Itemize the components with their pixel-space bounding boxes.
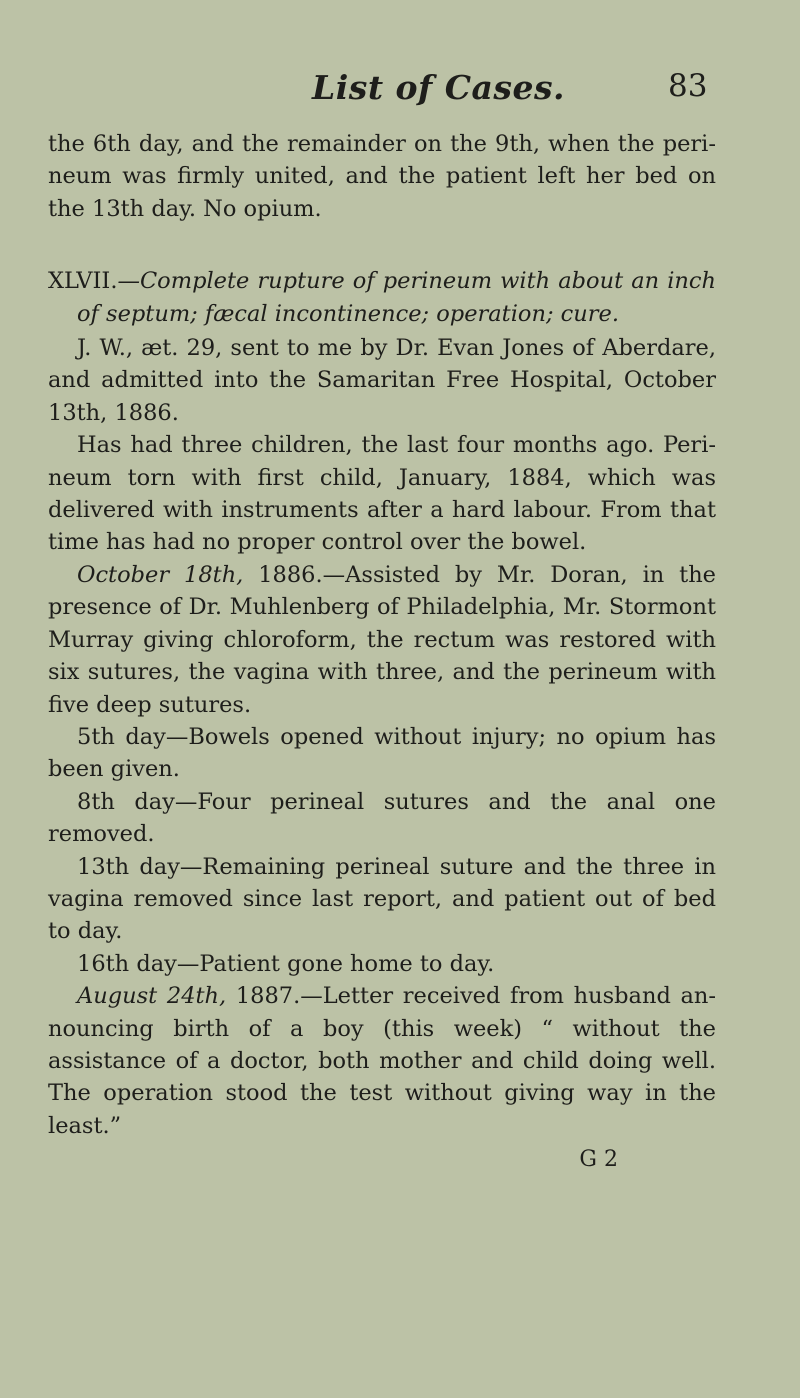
followup-date-day: 24th, (166, 983, 227, 1010)
page-header (0, 68, 800, 118)
case-intro: J. W., æt. 29, sent to me by Dr. Evan Jones of Aberdare, and admitted into the Samaritan Free Hospital, October 13th, 1886. (48, 335, 716, 426)
operation-paragraph (48, 559, 716, 721)
followup-text: 1887.—Letter received from husband announcing birth of a boy (this week) “ without the assistance of a doctor, both mother and child doing well. The operation stood the test without giving way in the least.” (48, 983, 717, 1139)
followup-date-month: August (77, 983, 158, 1010)
case-title: —Complete rupture of perineum with about an inch of septum; fæcal incontinence; operation; cure. (77, 268, 716, 327)
operation-date-day: 18th, (184, 561, 244, 588)
body-text (48, 128, 716, 1177)
note-day-16: 16th day—Patient gone home to day. (77, 950, 495, 977)
note-day-8: 8th day—Four perineal sutures and the anal one removed. (48, 788, 716, 848)
running-title: List of Cases. (312, 68, 566, 107)
case-heading (48, 265, 716, 330)
case-number: XLVII. (48, 268, 118, 295)
signature-mark: G 2 (579, 1147, 618, 1173)
note-day-5: 5th day—Bowels opened without injury; no opium has been given. (48, 723, 716, 783)
case-history: Has had three children, the last four months ago. Perineum torn with first child, January, 1884, which was delivered with instruments after a hard labour. From that time has had no proper control over the bowel. (48, 432, 716, 556)
page-number: 83 (668, 68, 708, 104)
operation-date-month: October (77, 561, 170, 588)
followup-paragraph (48, 980, 716, 1142)
continuation-paragraph: the 6th day, and the remainder on the 9th, when the perineum was firmly united, and the patient left her bed on the 13th day. No opium. (48, 131, 716, 222)
note-day-13: 13th day—Remaining perineal suture and the three in vagina removed since last report, and patient out of bed to day. (48, 853, 716, 945)
section-gap (48, 225, 716, 265)
operation-text: 1886.—Assisted by Mr. Doran, in the presence of Dr. Muhlenberg of Philadelphia, Mr. Stormont Murray giving chloroform, the rectum was restored with six sutures, the vagina with three, and the perineum with five deep sutures. (48, 561, 716, 718)
